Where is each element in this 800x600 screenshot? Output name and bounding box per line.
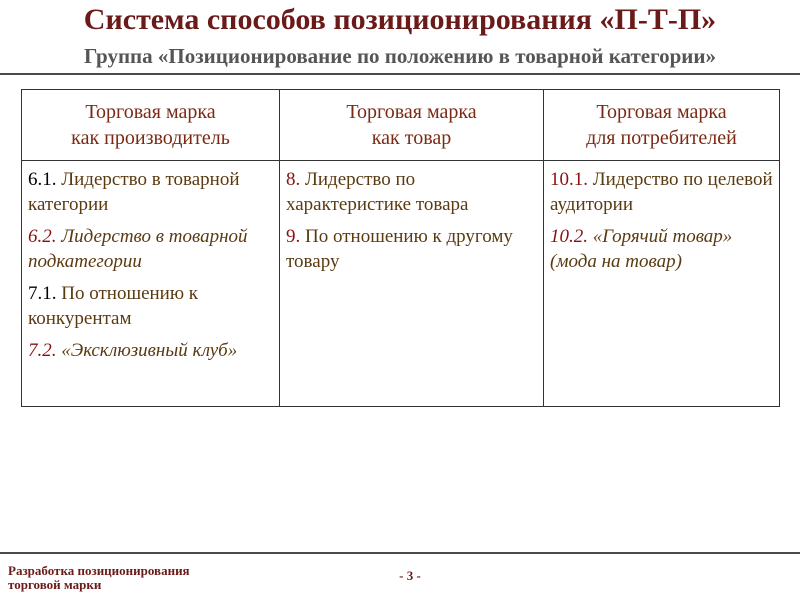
header-line: для потребителей [586,127,737,149]
header-consumers [544,90,780,161]
slide-subtitle: Группа «Позиционирование по положению в товарной категории» [84,44,716,68]
list-item [550,224,775,274]
positioning-table [21,89,780,407]
header-producer [22,90,280,161]
item-number: 8. [286,169,301,190]
item-number: 10.1. [550,169,588,190]
item-number: 6.2. [28,226,57,247]
item-number: 6.1. [28,169,57,190]
footer-caption [8,564,190,592]
item-text: Лидерство по характеристике товара [286,169,469,215]
header-line: как производитель [71,127,230,149]
list-item [28,338,275,363]
cell-producer [22,161,280,407]
item-text: Лидерство в товарной категории [28,169,240,215]
item-number: 10.2. [550,226,588,247]
list-item [286,224,539,274]
header-line: как товар [371,127,452,149]
list-item [28,281,275,331]
page-number: - 3 - [399,568,421,583]
title-divider [0,73,800,75]
list-item [286,167,539,217]
header-product [280,90,544,161]
item-text: «Эксклюзивный клуб» [56,340,238,361]
footer-divider [0,552,800,554]
item-text: Лидерство в товарной подкатегории [28,226,248,272]
item-number: 9. [286,226,301,247]
item-text: Лидерство по целевой аудитории [550,169,773,215]
cell-product [280,161,544,407]
table-body-row [22,161,780,407]
header-line: Торговая марка [596,101,727,123]
list-item [550,167,775,217]
item-text: По отношению к другому товару [286,226,513,272]
footer-line: торговой марки [8,577,102,592]
item-number: 7.2. [28,340,57,361]
table-header-row [22,90,780,161]
slide-title: Система способов позиционирования «П-Т-П» [83,3,717,36]
list-item [28,224,275,274]
item-text: «Горячий товар» (мода на товар) [550,226,733,272]
footer-line: Разработка позиционирования [8,563,190,578]
list-item [28,167,275,217]
item-number: 7.1. [28,283,57,304]
header-line: Торговая марка [85,101,216,123]
cell-consumers [544,161,780,407]
header-line: Торговая марка [346,101,477,123]
item-text: По отношению к конкурентам [28,283,199,329]
